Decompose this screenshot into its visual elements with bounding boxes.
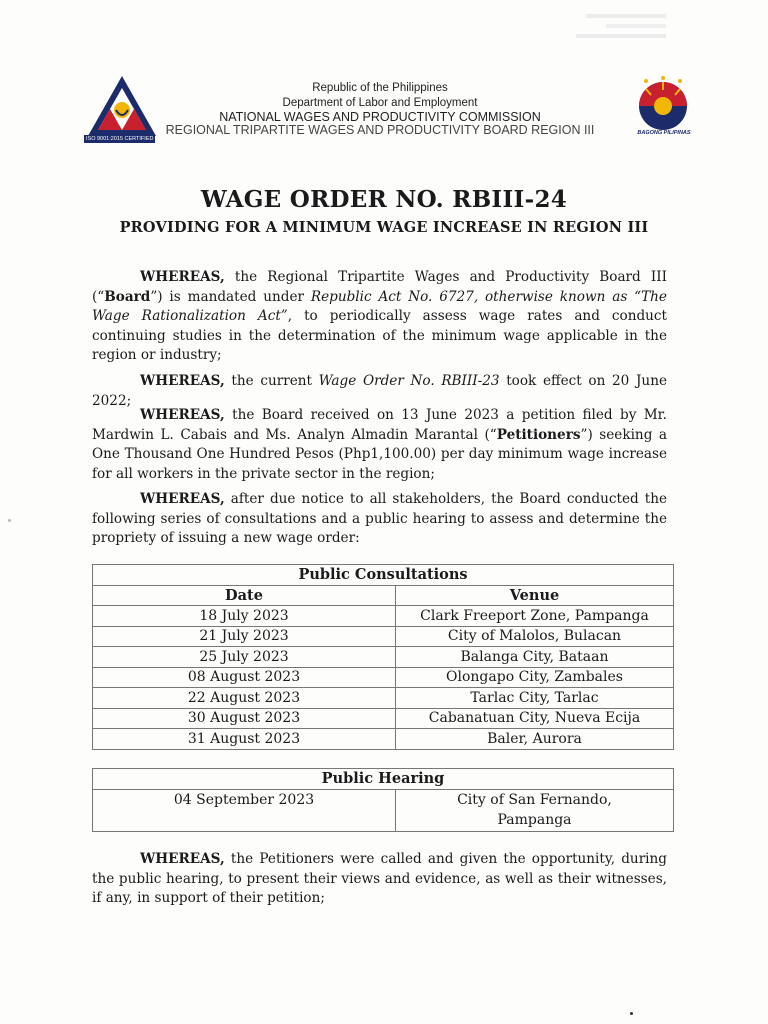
scan-speck [8, 519, 11, 522]
venue-cell: City of Malolos, Bulacan [396, 626, 674, 647]
date-cell: 21 July 2023 [93, 626, 396, 647]
whereas-paragraph-3: WHEREAS, the Board received on 13 June 2023 a petition filed by Mr. Mardwin L. Cabais and Ms. Analyn Almadin Marantal (“Petitioners”) seeking a One Thousand One Hundred Pesos (Php1,100.00) per day minimum wage increase for all workers in the private sector in the region; [92, 407, 668, 482]
venue-cell: Olongapo City, Zambales [396, 667, 674, 688]
hearing-venue-line: Pampanga [497, 811, 572, 828]
whereas-lead: WHEREAS, [140, 851, 225, 867]
column-header-date: Date [93, 585, 396, 606]
header-board: REGIONAL TRIPARTITE WAGES AND PRODUCTIVITY BOARD REGION III [165, 123, 595, 137]
whereas-lead: WHEREAS, [140, 373, 225, 389]
venue-cell: Cabanatuan City, Nueva Ecija [396, 708, 674, 729]
header-commission: NATIONAL WAGES AND PRODUCTIVITY COMMISSION [219, 110, 541, 124]
table-row [93, 688, 674, 709]
public-consultations-table [92, 564, 674, 750]
date-cell: 25 July 2023 [93, 647, 396, 668]
scan-speck [630, 1012, 633, 1015]
table-row [93, 647, 674, 668]
date-cell: 18 July 2023 [93, 606, 396, 627]
scan-artifact [566, 10, 666, 50]
column-header-venue: Venue [396, 585, 674, 606]
document-subtitle: PROVIDING FOR A MINIMUM WAGE INCREASE IN REGION III [119, 219, 649, 236]
header-department: Department of Labor and Employment [282, 97, 478, 109]
public-hearing-table [92, 768, 674, 832]
whereas-lead: WHEREAS, [140, 407, 225, 423]
nwpc-logo-icon [86, 74, 158, 142]
whereas-paragraph-4: WHEREAS, after due notice to all stakeholders, the Board conducted the following series of consultations and a public hearing to assess and determine the propriety of issuing a new wage order: [92, 491, 667, 546]
bagong-pilipinas-label: BAGONG PILIPINAS [637, 130, 691, 136]
hearing-date-cell: 04 September 2023 [93, 789, 396, 831]
whereas-lead: WHEREAS, [140, 491, 225, 507]
hearing-venue-line: City of San Fernando, [457, 791, 612, 808]
table-row [93, 729, 674, 750]
bagong-pilipinas-icon [628, 76, 698, 132]
whereas-paragraph-2: WHEREAS, the current Wage Order No. RBIII-23 took effect on 20 June 2022; [92, 373, 667, 409]
hearing-venue-cell [396, 789, 674, 831]
whereas-lead: WHEREAS, [140, 269, 225, 285]
table-row [93, 606, 674, 627]
date-cell: 30 August 2023 [93, 708, 396, 729]
table-row [93, 789, 674, 831]
document-title: WAGE ORDER NO. RBIII-24 [200, 186, 568, 213]
whereas-paragraph-1: WHEREAS, the Regional Tripartite Wages and Productivity Board III (“Board”) is mandated under Republic Act No. 6727, otherwise known as “The Wage Rationalization Act”, to periodically assess wage rates and conduct continuing studies in the determination of the minimum wage applicable in the region or industry; [92, 269, 667, 363]
venue-cell: Tarlac City, Tarlac [396, 688, 674, 709]
whereas-paragraph-5: WHEREAS, the Petitioners were called and given the opportunity, during the public hearing, to present their views and evidence, as well as their witnesses, if any, in support of their petition; [92, 851, 667, 906]
table-row [93, 708, 674, 729]
date-cell: 22 August 2023 [93, 688, 396, 709]
hearing-title: Public Hearing [93, 769, 674, 790]
table-row [93, 667, 674, 688]
venue-cell: Balanga City, Bataan [396, 647, 674, 668]
venue-cell: Clark Freeport Zone, Pampanga [396, 606, 674, 627]
header-republic: Republic of the Philippines [312, 82, 448, 94]
venue-cell: Baler, Aurora [396, 729, 674, 750]
date-cell: 31 August 2023 [93, 729, 396, 750]
table-row [93, 626, 674, 647]
date-cell: 08 August 2023 [93, 667, 396, 688]
iso-certification-label: ISO 9001:2015 CERTIFIED [86, 136, 154, 142]
consultations-title: Public Consultations [93, 565, 674, 586]
